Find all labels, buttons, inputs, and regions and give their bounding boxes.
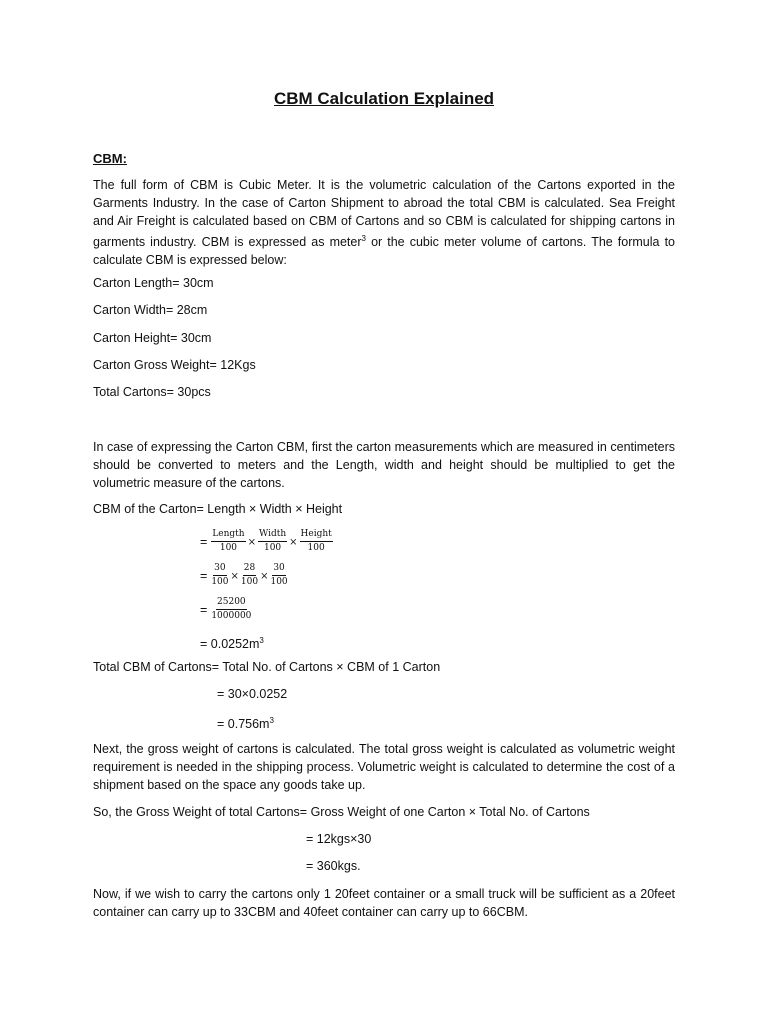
fraction-denominator: 100 (307, 543, 325, 553)
spec-length: Carton Length= 30cm (93, 276, 214, 290)
equals-sign: = (200, 602, 208, 617)
fraction (211, 529, 245, 554)
intro-superscript: 3 (361, 234, 366, 243)
times-sign: × (260, 571, 269, 582)
total-cbm-result-superscript: 3 (269, 716, 274, 725)
fraction (270, 563, 287, 588)
fraction (241, 563, 258, 588)
fraction-row-1 (200, 529, 334, 554)
fraction-denominator: 1000000 (211, 611, 252, 621)
spec-gross-weight: Carton Gross Weight= 12Kgs (93, 358, 256, 372)
total-cbm-step: = 30×0.0252 (217, 687, 288, 701)
fraction-numerator: 30 (213, 563, 226, 576)
fraction-row-3 (200, 597, 252, 622)
cbm-formula: CBM of the Carton= Length × Width × Height (93, 502, 343, 516)
fraction-numerator: 30 (272, 563, 285, 576)
gross-step: = 12kgs×30 (306, 832, 372, 846)
total-cbm-result-text: = 0.756m (217, 717, 270, 732)
intro-text-part2: or the cubic meter volume of cartons. The formula to calculate CBM is expressed below: (93, 235, 675, 268)
spec-width: Carton Width= 28cm (93, 303, 208, 317)
fraction (211, 597, 251, 622)
total-cbm-formula: Total CBM of Cartons= Total No. of Cartons × CBM of 1 Carton (93, 660, 441, 674)
intro-paragraph (93, 176, 675, 269)
fraction (211, 563, 228, 588)
measure-paragraph: In case of expressing the Carton CBM, first the carton measurements which are measured in centimeters should be converted to meters and the Length, width and height should be multiplied to get the volumetric measure of the cartons. (93, 440, 675, 490)
fraction-numerator: Height (300, 529, 333, 542)
fraction-numerator: 25200 (216, 597, 247, 610)
fraction (300, 529, 333, 554)
cbm-result (200, 632, 264, 653)
times-sign: × (230, 571, 239, 582)
fraction-denominator: 100 (219, 543, 238, 553)
page-title: CBM Calculation Explained (273, 89, 495, 108)
cbm-result-superscript: 3 (259, 636, 264, 645)
section-heading-cbm: CBM: (93, 151, 127, 166)
fraction-numerator: 28 (243, 563, 256, 576)
fraction-denominator: 100 (263, 543, 282, 553)
fraction (258, 529, 287, 554)
times-sign: × (247, 537, 256, 548)
intro-text-part1: The full form of CBM is Cubic Meter. It is the volumetric calculation of the Cartons exported in the Garments Industry. In the case of Carton Shipment to abroad the total CBM is calculated. Sea Freight and Air Freight is calculated based on CBM of Cartons and so CBM is calculated for shipping cartons in garments industry. CBM is expressed as meter (93, 178, 675, 250)
fraction-denominator: 100 (240, 577, 259, 587)
fraction-row-2 (200, 563, 289, 588)
total-cbm-result (217, 712, 274, 733)
gross-formula: So, the Gross Weight of total Cartons= Gross Weight of one Carton × Total No. of Cartons (93, 805, 590, 819)
cbm-result-text: = 0.0252m (200, 637, 260, 652)
spec-height: Carton Height= 30cm (93, 331, 212, 345)
equals-sign: = (200, 534, 208, 549)
equals-sign: = (200, 568, 208, 583)
gross-paragraph: Next, the gross weight of cartons is calculated. The total gross weight is calculated as volumetric weight requirement is needed in the shipping process. Volumetric weight is calculated to determine the cost of a shipment based on the space any goods take up. (93, 742, 675, 792)
fraction-denominator: 100 (211, 577, 229, 587)
fraction-numerator: Length (211, 529, 245, 542)
spec-total-cartons: Total Cartons= 30pcs (93, 385, 211, 399)
container-paragraph: Now, if we wish to carry the cartons only 1 20feet container or a small truck will be sufficient as a 20feet container can carry up to 33CBM and 40feet container can carry up to 66CBM. (93, 887, 675, 919)
fraction-numerator: Width (258, 529, 287, 542)
times-sign: × (289, 537, 298, 548)
fraction-denominator: 100 (270, 577, 288, 587)
gross-result: = 360kgs. (306, 859, 361, 873)
